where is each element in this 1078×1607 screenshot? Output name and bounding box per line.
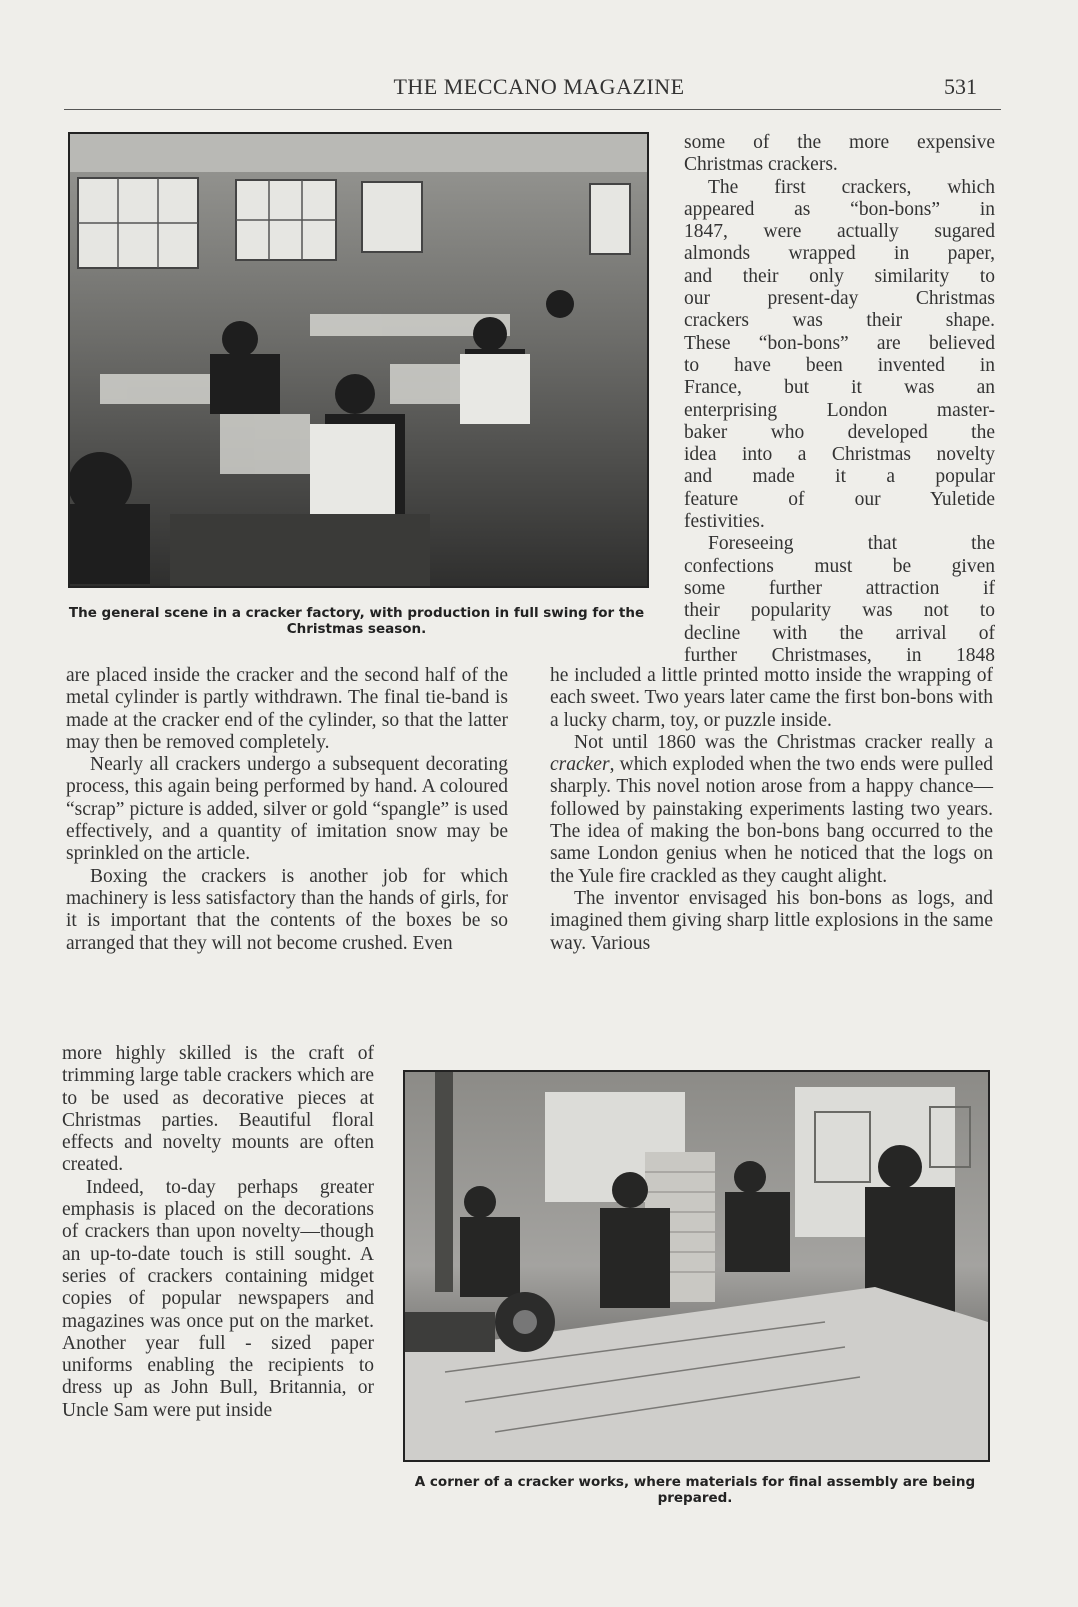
text-line: feature of our Yuletide <box>684 488 995 510</box>
text-line: appeared as “bon-bons” in <box>684 198 995 220</box>
factory-photo-image <box>70 134 647 586</box>
magazine-title: THE MECCANO MAGAZINE <box>393 74 685 99</box>
factory-photo <box>68 132 649 588</box>
paragraph: he included a little printed motto inside the wrapping of each sweet. Two years later came the first bon-bons with a lucky charm, toy, or puzzle inside. <box>550 665 993 731</box>
right-column-bottom-text <box>550 665 993 955</box>
paragraph: Indeed, to-day perhaps greater emphasis is placed on the decorations of crackers than upon novelty—though an up-to-date touch is still sought. A series of crackers containing midget copies of popular newspapers and magazines was once put on the market. Another year full - sized paper uniforms enabling the recipients to dress up as John Bull, Britannia, or Uncle Sam were put inside <box>62 1176 374 1421</box>
text-line: further Christmases, in 1848 <box>684 644 995 666</box>
text-line: to have been invented in <box>684 354 995 376</box>
text-line: almonds wrapped in paper, <box>684 243 995 265</box>
paragraph: The inventor envisaged his bon-bons as logs, and imagined them giving sharp little explosions in the same way. Various <box>550 887 993 954</box>
text-line: enterprising London master- <box>684 399 995 421</box>
paragraph: Nearly all crackers undergo a subsequent decorating process, this again being performed by hand. A coloured “scrap” picture is added, silver or gold “spangle” is used effectively, and a quantity of imitation snow may be sprinkled on the article. <box>66 754 508 865</box>
narrow-column-text <box>62 1043 374 1422</box>
paragraph: more highly skilled is the craft of trimming large table crackers which are to be used as decorative pieces at Christmas parties. Beautiful floral effects and novelty mounts are often created. <box>62 1043 374 1176</box>
paragraph <box>550 732 993 888</box>
text-line: baker who developed the <box>684 421 995 443</box>
bottom-photo-caption: A corner of a cracker works, where materials for final assembly are being prepared. <box>414 1474 976 1506</box>
text-line: crackers was their shape. <box>684 310 995 332</box>
emphasis-text: cracker <box>550 754 610 776</box>
right-column-top-text <box>684 132 995 667</box>
text-line: some further attraction if <box>684 577 995 599</box>
paragraph-text: Not until 1860 was the Christmas cracker really a <box>574 731 993 753</box>
text-line: our present-day Christmas <box>684 288 995 310</box>
text-line: and made it a popular <box>684 466 995 488</box>
page-number: 531 <box>944 74 977 99</box>
text-line: some of the more expensive <box>684 132 995 153</box>
cracker-works-photo-image <box>405 1072 988 1460</box>
text-line: idea into a Christmas novelty <box>684 444 995 466</box>
text-line: decline with the arrival of <box>684 622 995 644</box>
text-line: These “bon-bons” are believed <box>684 332 995 354</box>
text-line: and their only similarity to <box>684 265 995 287</box>
text-line: Christmas crackers. <box>684 154 838 176</box>
text-line: The first crackers, which <box>708 176 995 198</box>
text-line: their popularity was not to <box>684 600 995 622</box>
paragraph: are placed inside the cracker and the second half of the metal cylinder is partly withdrawn. The final tie-band is made at the cracker end of the cylinder, so that the latter may then be removed completely. <box>66 665 508 753</box>
left-column-text <box>66 665 508 955</box>
top-photo-caption: The general scene in a cracker factory, with production in full swing for the Christmas season. <box>68 605 645 637</box>
text-line: 1847, were actually sugared <box>684 221 995 243</box>
text-line: Foreseeing that the <box>708 533 995 555</box>
text-line: France, but it was an <box>684 377 995 399</box>
header-rule <box>64 109 1001 110</box>
paragraph: Boxing the crackers is another job for which machinery is less satisfactory than the hands of girls, for it is important that the contents of the boxes be so arranged that they will not become crushed. Even <box>66 865 508 954</box>
paragraph-text: , which exploded when the two ends were pulled sharply. This novel notion arose from a happy chance—followed by painstaking experiments lasting two years. The idea of making the bon-bons bang occurred to the same London genius when he noticed that the logs on the Yule fire crackled as they caught alight. <box>550 754 993 887</box>
text-line: confections must be given <box>684 555 995 577</box>
text-line: festivities. <box>684 511 765 533</box>
cracker-works-photo <box>403 1070 990 1462</box>
